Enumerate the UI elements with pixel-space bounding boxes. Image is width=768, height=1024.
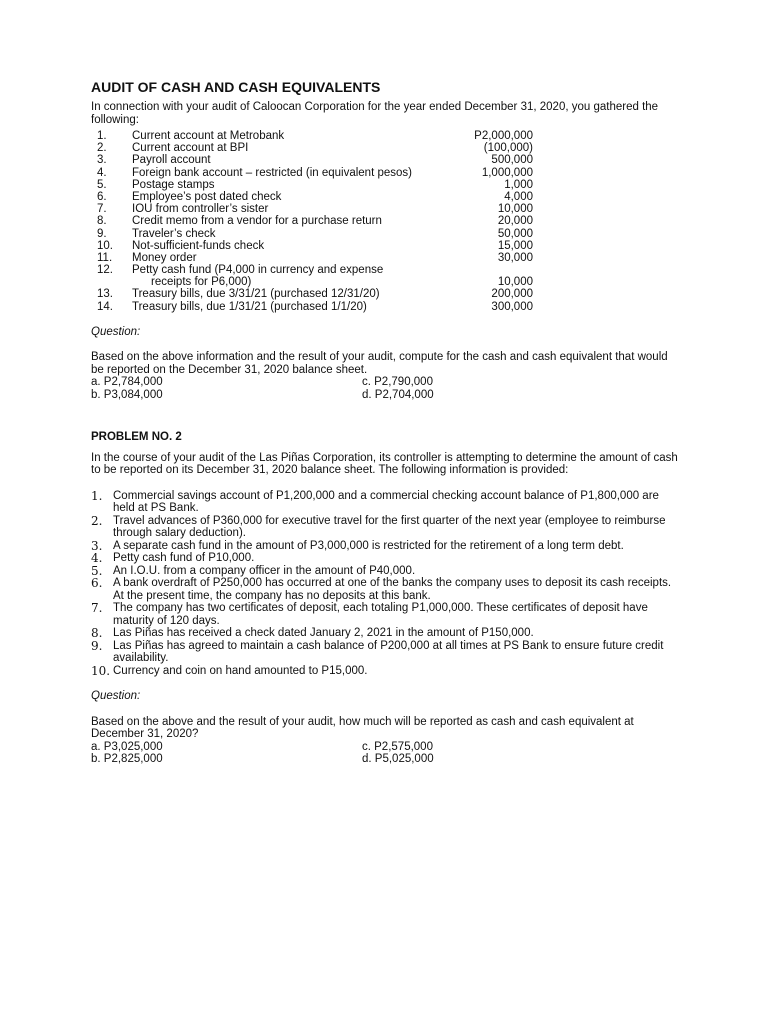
problem2-heading: PROBLEM NO. 2	[91, 431, 182, 444]
list-item: 2. Travel advances of P360,000 for executive travel for the first quarter of the next year (employee to reimburse through salary deduction).	[91, 513, 666, 540]
document-page	[91, 79, 679, 766]
choice-d: d. P2,704,000	[362, 388, 434, 401]
problem2-choices	[91, 741, 679, 766]
list-item: 2. Current account at BPI (100,000)	[97, 142, 533, 155]
list-item: 4. Foreign bank account – restricted (in equivalent pesos) 1,000,000	[97, 166, 533, 179]
choice-b: b. P2,825,000	[91, 753, 163, 766]
problem2-intro: In the course of your audit of the Las Piñas Corporation, its controller is attempting to determine the amount of cash to be reported on its December 31, 2020 balance sheet. The following information is provided:	[91, 451, 678, 477]
problem2-question: Based on the above and the result of your audit, how much will be reported as cash and cash equivalent at December 31, 2020?	[91, 715, 634, 741]
document-title: AUDIT OF CASH AND CASH EQUIVALENTS	[91, 79, 381, 95]
choice-c: c. P2,790,000	[362, 376, 433, 389]
list-item: 1. Commercial savings account of P1,200,000 and a commercial checking account balance of P1,800,000 are held at PS Bank.	[91, 488, 659, 515]
problem2-item-list	[91, 490, 679, 678]
choice-a: a. P2,784,000	[91, 376, 163, 389]
problem1-choices	[91, 376, 679, 401]
list-item: 3. A separate cash fund in the amount of P3,000,000 is restricted for the retirement of a long term debt.	[91, 538, 624, 553]
list-item: 1. Current account at Metrobank P2,000,000	[97, 130, 533, 142]
list-item: 9. Las Piñas has agreed to maintain a cash balance of P200,000 at all times at PS Bank to ensure future credit availability.	[91, 638, 664, 665]
list-item: 6. Employee’s post dated check 4,000	[97, 190, 533, 203]
choice-d: d. P5,025,000	[362, 753, 434, 766]
list-item: 7. IOU from controller’s sister 10,000	[97, 203, 533, 216]
list-item: 11. Money order 30,000	[97, 251, 533, 264]
list-item: 10. Not-sufficient-funds check 15,000	[97, 239, 533, 252]
list-item: 3. Payroll account 500,000	[97, 154, 533, 167]
problem1-item-list	[91, 130, 679, 313]
list-item: 7. The company has two certificates of deposit, each totaling P1,000,000. These certificates of deposit have maturity of 120 days.	[91, 601, 648, 627]
list-item: 10. Currency and coin on hand amounted to P15,000.	[91, 663, 368, 678]
list-item: 4. Petty cash fund of P10,000.	[91, 551, 255, 566]
list-item: 14. Treasury bills, due 1/31/21 (purchased 1/1/20) 300,000	[97, 300, 533, 313]
problem1-question: Based on the above information and the result of your audit, compute for the cash and cash equivalent that would be reported on the December 31, 2020 balance sheet.	[91, 351, 668, 376]
problem1-intro: In connection with your audit of Caloocan Corporation for the year ended December 31, 2020, you gathered the following:	[91, 101, 659, 126]
list-item: 8. Credit memo from a vendor for a purchase return 20,000	[97, 215, 533, 228]
list-item: 9. Traveler’s check 50,000	[97, 227, 533, 240]
list-item: 5. Postage stamps 1,000	[97, 178, 533, 191]
choice-b: b. P3,084,000	[91, 388, 163, 401]
list-item: 13. Treasury bills, due 3/31/21 (purchased 12/31/20) 200,000	[97, 288, 533, 301]
problem1-question-label: Question:	[91, 325, 141, 338]
problem2-question-label: Question:	[91, 690, 141, 703]
choice-a: a. P3,025,000	[91, 740, 163, 753]
list-item: 8. Las Piñas has received a check dated January 2, 2021 in the amount of P150,000.	[91, 626, 534, 641]
list-item: 12. Petty cash fund (P4,000 in currency and expense receipts for P6,000) 10,000	[97, 264, 533, 289]
list-item: 5. An I.O.U. from a company officer in the amount of P40,000.	[91, 563, 416, 578]
choice-c: c. P2,575,000	[362, 740, 433, 753]
list-item: 6. A bank overdraft of P250,000 has occurred at one of the banks the company uses to deposit its cash receipts. At the present time, the company has no deposits at this bank.	[91, 576, 672, 602]
